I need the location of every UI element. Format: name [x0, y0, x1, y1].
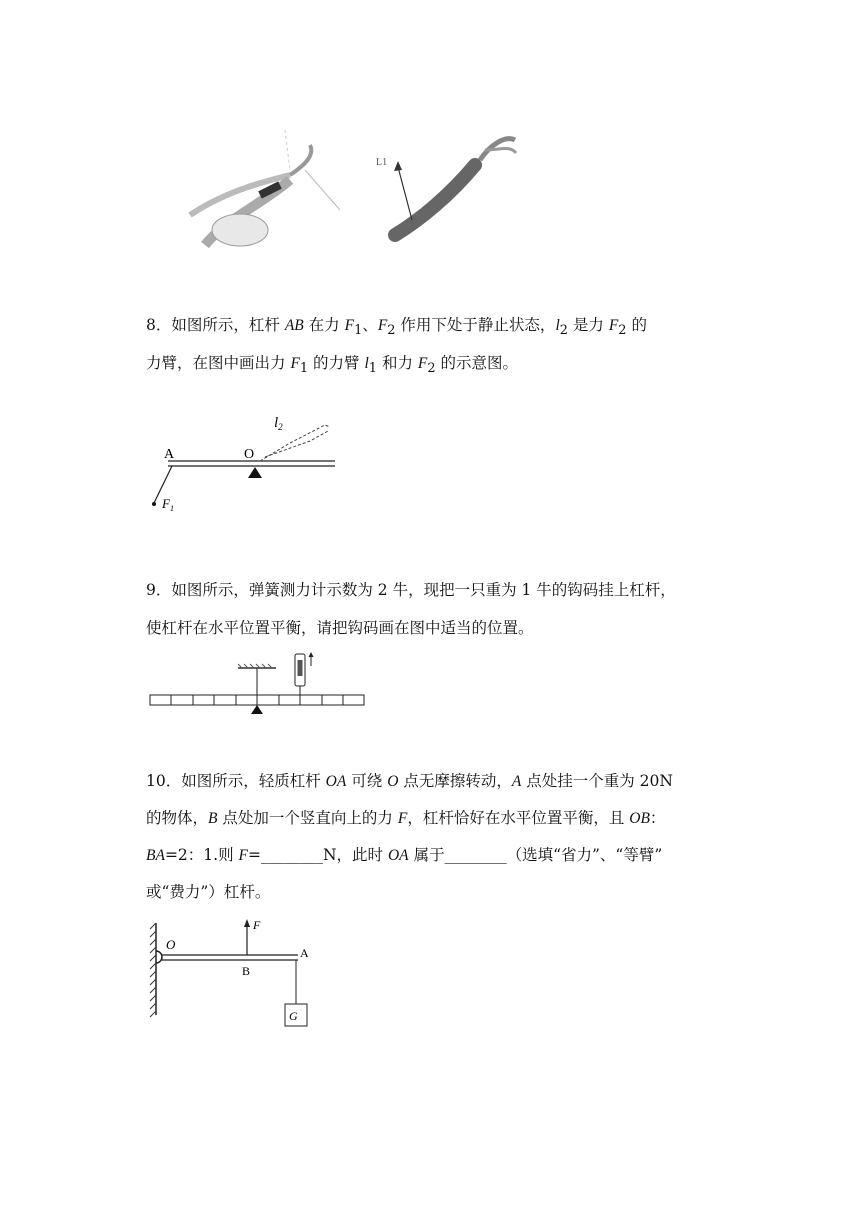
q8-line2: 力臂，在图中画出力 $F_1$ 的力臂 $l_1$ 和力 $F_2$ 的示意图。: [146, 354, 518, 377]
fulcrum-icon: [248, 467, 262, 478]
q10-line2: 的物体，B 点处加一个竖直向上的力 F，杠杆恰好在水平位置平衡，且 OB：: [146, 809, 666, 827]
right-pliers-drawing: [376, 139, 516, 235]
label-f1: $F_1$: [162, 496, 174, 513]
spring-scale-inner: [298, 660, 303, 676]
q10-lever-figure: [148, 915, 323, 1035]
q9-line1: 9．如图所示，弹簧测力计示数为 2 牛，现把一只重为 1 牛的钩码挂上杠杆，: [146, 581, 676, 599]
label-f: F: [253, 918, 261, 932]
force-arm-dashes: [260, 425, 330, 461]
hinge-icon: [156, 951, 162, 963]
wall-hatch: [150, 923, 156, 1017]
q9-lever-figure: [148, 646, 370, 718]
lever-divisions: [171, 695, 343, 705]
label-l2: $l_2$: [274, 415, 283, 432]
q10-line3: BA=2：1.则 F=________N，此时 OA 属于________（选填“省力”、“等臂”: [146, 846, 663, 864]
label-o: O: [166, 937, 176, 952]
left-pliers-drawing: [190, 130, 340, 246]
force-arrow-head: [244, 919, 250, 927]
label-g: G: [289, 1009, 298, 1023]
pliers-figure: [180, 125, 540, 255]
label-a: A: [300, 946, 309, 960]
label-o: O: [244, 447, 255, 462]
q8-line1: 8．如图所示，杠杆 AB 在力 $F_1$、$F_2$ 作用下处于静止状态，$l_2$ 是力 $F_2$ 的: [146, 316, 647, 339]
q8-lever-figure: [140, 405, 370, 520]
upward-arrow-head: [309, 652, 314, 657]
q10-line4: 或“费力”）杠杆。: [146, 883, 271, 901]
fulcrum-icon: [251, 705, 263, 714]
q9-line2: 使杠杆在水平位置平衡，请把钩码画在图中适当的位置。: [146, 619, 534, 637]
svg-text:L1: L1: [376, 157, 388, 168]
f1-arrow-head: [152, 502, 156, 506]
label-a: A: [164, 447, 175, 462]
q10-line1: 10．如图所示，轻质杠杆 OA 可绕 O 点无摩擦转动，A 点处挂一个重为 20N: [146, 772, 673, 790]
label-b: B: [242, 964, 251, 978]
